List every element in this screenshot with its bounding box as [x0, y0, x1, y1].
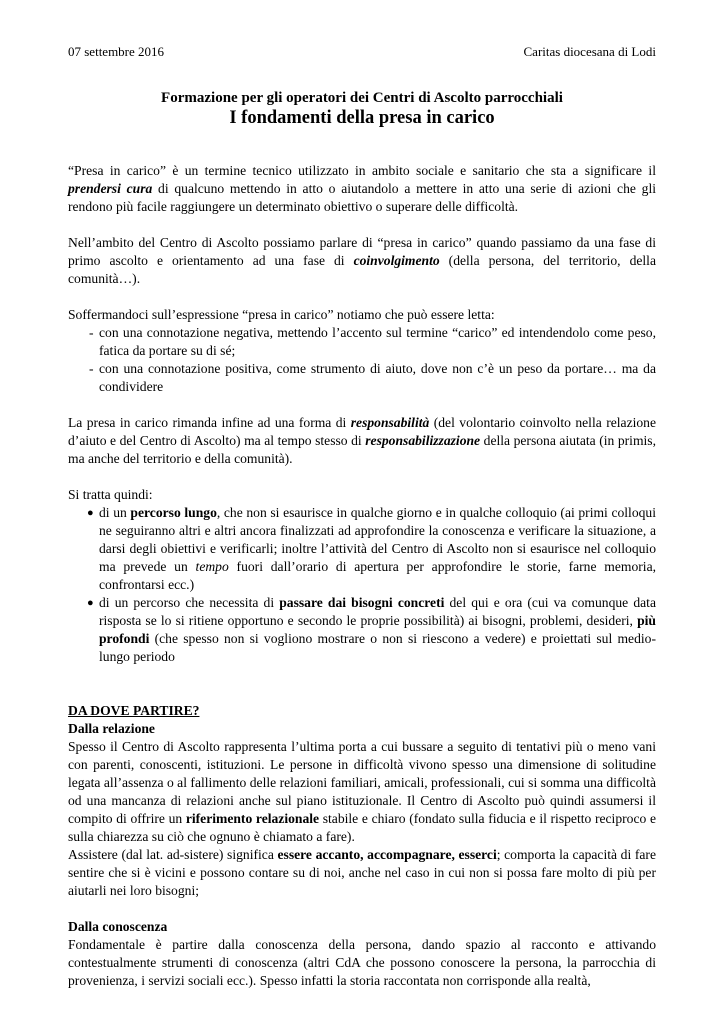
list-item: - con una connotazione positiva, come strumento di aiuto, dove non c’è un peso da portare… ma da condividere [89, 361, 656, 394]
document-body [68, 162, 656, 990]
interpretations-list [68, 324, 656, 396]
subsection-heading: Dalla conoscenza [68, 919, 168, 934]
page-header [68, 43, 656, 61]
bullet-icon: ● [87, 507, 94, 519]
header-date: 07 settembre 2016 [68, 44, 165, 59]
subsection-heading: Dalla relazione [68, 721, 155, 736]
document-subtitle: Formazione per gli operatori dei Centri di Ascolto parrocchiali [161, 90, 563, 106]
section-heading: DA DOVE PARTIRE? [68, 703, 200, 718]
paragraph-definition: “Presa in carico” è un termine tecnico utilizzato in ambito sociale e sanitario che sta a significare il prendersi cura di qualcuno mettendo in atto o aiutandolo a mettere in atto una serie di azioni che gli rendono più facile raggiungere un determinato obiettivo o superare delle difficoltà. [68, 163, 657, 214]
list-item: ● di un percorso che necessita di passare dai bisogni concreti del qui e ora (cui va comunque data risposta se lo si ritiene opportuno e secondo le proprie possibilità) ai bisogni, problemi, desideri, più profondi (che spesso non si vogliono mostrare o non si riescono a vedere) e proiettati sul medio-lungo periodo [87, 595, 656, 664]
paragraph-path-intro: Si tratta quindi: [68, 487, 153, 502]
header-organization: Caritas diocesana di Lodi [523, 44, 656, 59]
paragraph-assist: Assistere (dal lat. ad-sistere) significa essere accanto, accompagnare, esserci; comporta la capacità di fare sentire che si è vicini e possono contare su di noi, anche nel caso in cui non si possa fare molto di più per aiutarli nei loro bisogni; [68, 847, 656, 898]
list-item: - con una connotazione negativa, mettendo l’accento sul termine “carico” ed intendendolo come peso, fatica da portare su di sé; [89, 325, 656, 358]
paragraph-interpretations-intro: Soffermandoci sull’espressione “presa in carico” notiamo che può essere letta: [68, 307, 495, 322]
bullet-icon: ● [87, 597, 94, 609]
paragraph-knowledge: Fondamentale è partire dalla conoscenza della persona, dando spazio al racconto e attivando contestualmente strumenti di conoscenza (altri CdA che possono conoscere la persona, la parrocchia di provenienza, i servizi sociali ecc.). Spesso infatti la storia raccontata non corrisponde alla realtà, [68, 937, 656, 988]
paragraph-relationship: Spesso il Centro di Ascolto rappresenta l’ultima porta a cui bussare a seguito di tentativi più o meno vani con parenti, conoscenti, istituzioni. Le persone in difficoltà vivono spesso una dimensione di solitudine legata all’assenza o al fallimento delle relazioni familiari, amicali, professionali, cui si somma una difficoltà od una mancanza di relazioni anche sul piano istituzionale. Il Centro di Ascolto può quindi assumersi il compito di offrire un riferimento relazionale stabile e chiaro (fondato sulla fiducia e il rispetto reciproco e sulla chiarezza su ciò che ognuno è chiamato a fare). [68, 739, 656, 844]
document-title: I fondamenti della presa in carico [229, 108, 495, 128]
list-item: ● di un percorso lungo, che non si esaurisce in qualche giorno e in qualche colloquio (ai primi colloqui ne seguiranno altri e altri ancora finalizzati ad approfondire la conoscenza e verificare la situazione, a darsi degli obiettivi e verificarli; inoltre l’attività del Centro di Ascolto non si esaurisce nel colloquio ma prevede un tempo fuori dall’orario di apertura per approfondire le storie, farne memoria, confrontarsi ecc.) [87, 505, 656, 592]
paragraph-responsibility: La presa in carico rimanda infine ad una forma di responsabilità (del volontario coinvolto nella relazione d’aiuto e del Centro di Ascolto) ma al tempo stesso di responsabilizzazione della persona aiutata (in primis, ma anche del territorio e della comunità). [68, 415, 657, 466]
path-list [68, 504, 656, 666]
paragraph-context: Nell’ambito del Centro di Ascolto possiamo parlare di “presa in carico” quando passiamo da una fase di primo ascolto e orientamento ad una fase di coinvolgimento (della persona, del territorio, della comunità…). [68, 235, 656, 286]
